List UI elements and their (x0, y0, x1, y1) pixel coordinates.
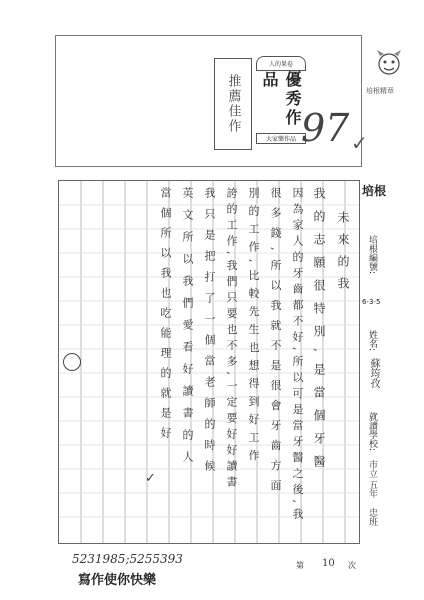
award-badge-top: 人的果卷 (256, 56, 306, 71)
slogan: 寫作使你快樂 (78, 573, 157, 588)
school-label (366, 412, 379, 451)
score: 97 (301, 106, 350, 150)
essay-column: 誇的工作,我們只要也不多,一定要好好讀書 (225, 187, 238, 492)
essay-column: 我的志願很特別,是當個牙醫 (312, 187, 326, 478)
corner-label: 培根精章 (366, 87, 394, 95)
circle-mark-icon (63, 353, 81, 371)
code-value: 6-3-5 (362, 298, 381, 306)
essay-column: 因為家人的牙齒都不好,所以可是當牙醫之後,我 (291, 187, 304, 524)
stamp-text: 推薦佳作 (225, 74, 241, 134)
recommend-stamp (214, 58, 252, 150)
page-unit: 次 (348, 561, 356, 570)
essay-column: 我只是把打了一個當老師的時候 (203, 187, 216, 481)
name-label (366, 330, 379, 351)
essay-column: 很多錢,所以我就不是很會牙齒方面 (269, 187, 282, 500)
name-label-text: 姓名: (367, 330, 377, 352)
check-mark-icon: ✓ (145, 471, 156, 486)
code-label (366, 235, 379, 274)
grade-value: 五年 (367, 480, 377, 498)
award-badge-bottom: 大家樂作品 (256, 133, 306, 144)
essay-column: 別的工作,比較先生也想得到好工作 (247, 187, 260, 468)
essay-column: 英文所以我們愛看好讀書的人 (181, 187, 194, 473)
phone-number: 5231985;5255393 (72, 552, 183, 566)
info-panel (360, 180, 388, 542)
comment-box (55, 35, 368, 167)
name-value: 蘇筠孜 (368, 358, 379, 388)
school-label-text: 就讀學校: (367, 412, 377, 452)
school-value: 市立 (367, 460, 377, 478)
award-title: 優秀作品 (260, 71, 302, 128)
check-mark-icon: ✓ (351, 131, 368, 155)
essay-title: 未來的我 (336, 211, 350, 299)
writing-grid (58, 180, 360, 544)
code-label-text: 培根編號: (367, 235, 377, 275)
essay-column: 當個所以我也吃能理的就是好 (159, 187, 172, 447)
page-number: 10 (322, 558, 335, 569)
award-seal (256, 56, 306, 151)
page-label: 第 (296, 561, 304, 570)
brand-label: 培根 (362, 184, 387, 198)
class-value: 忠班 (367, 508, 377, 526)
mascot-logo (372, 48, 406, 82)
